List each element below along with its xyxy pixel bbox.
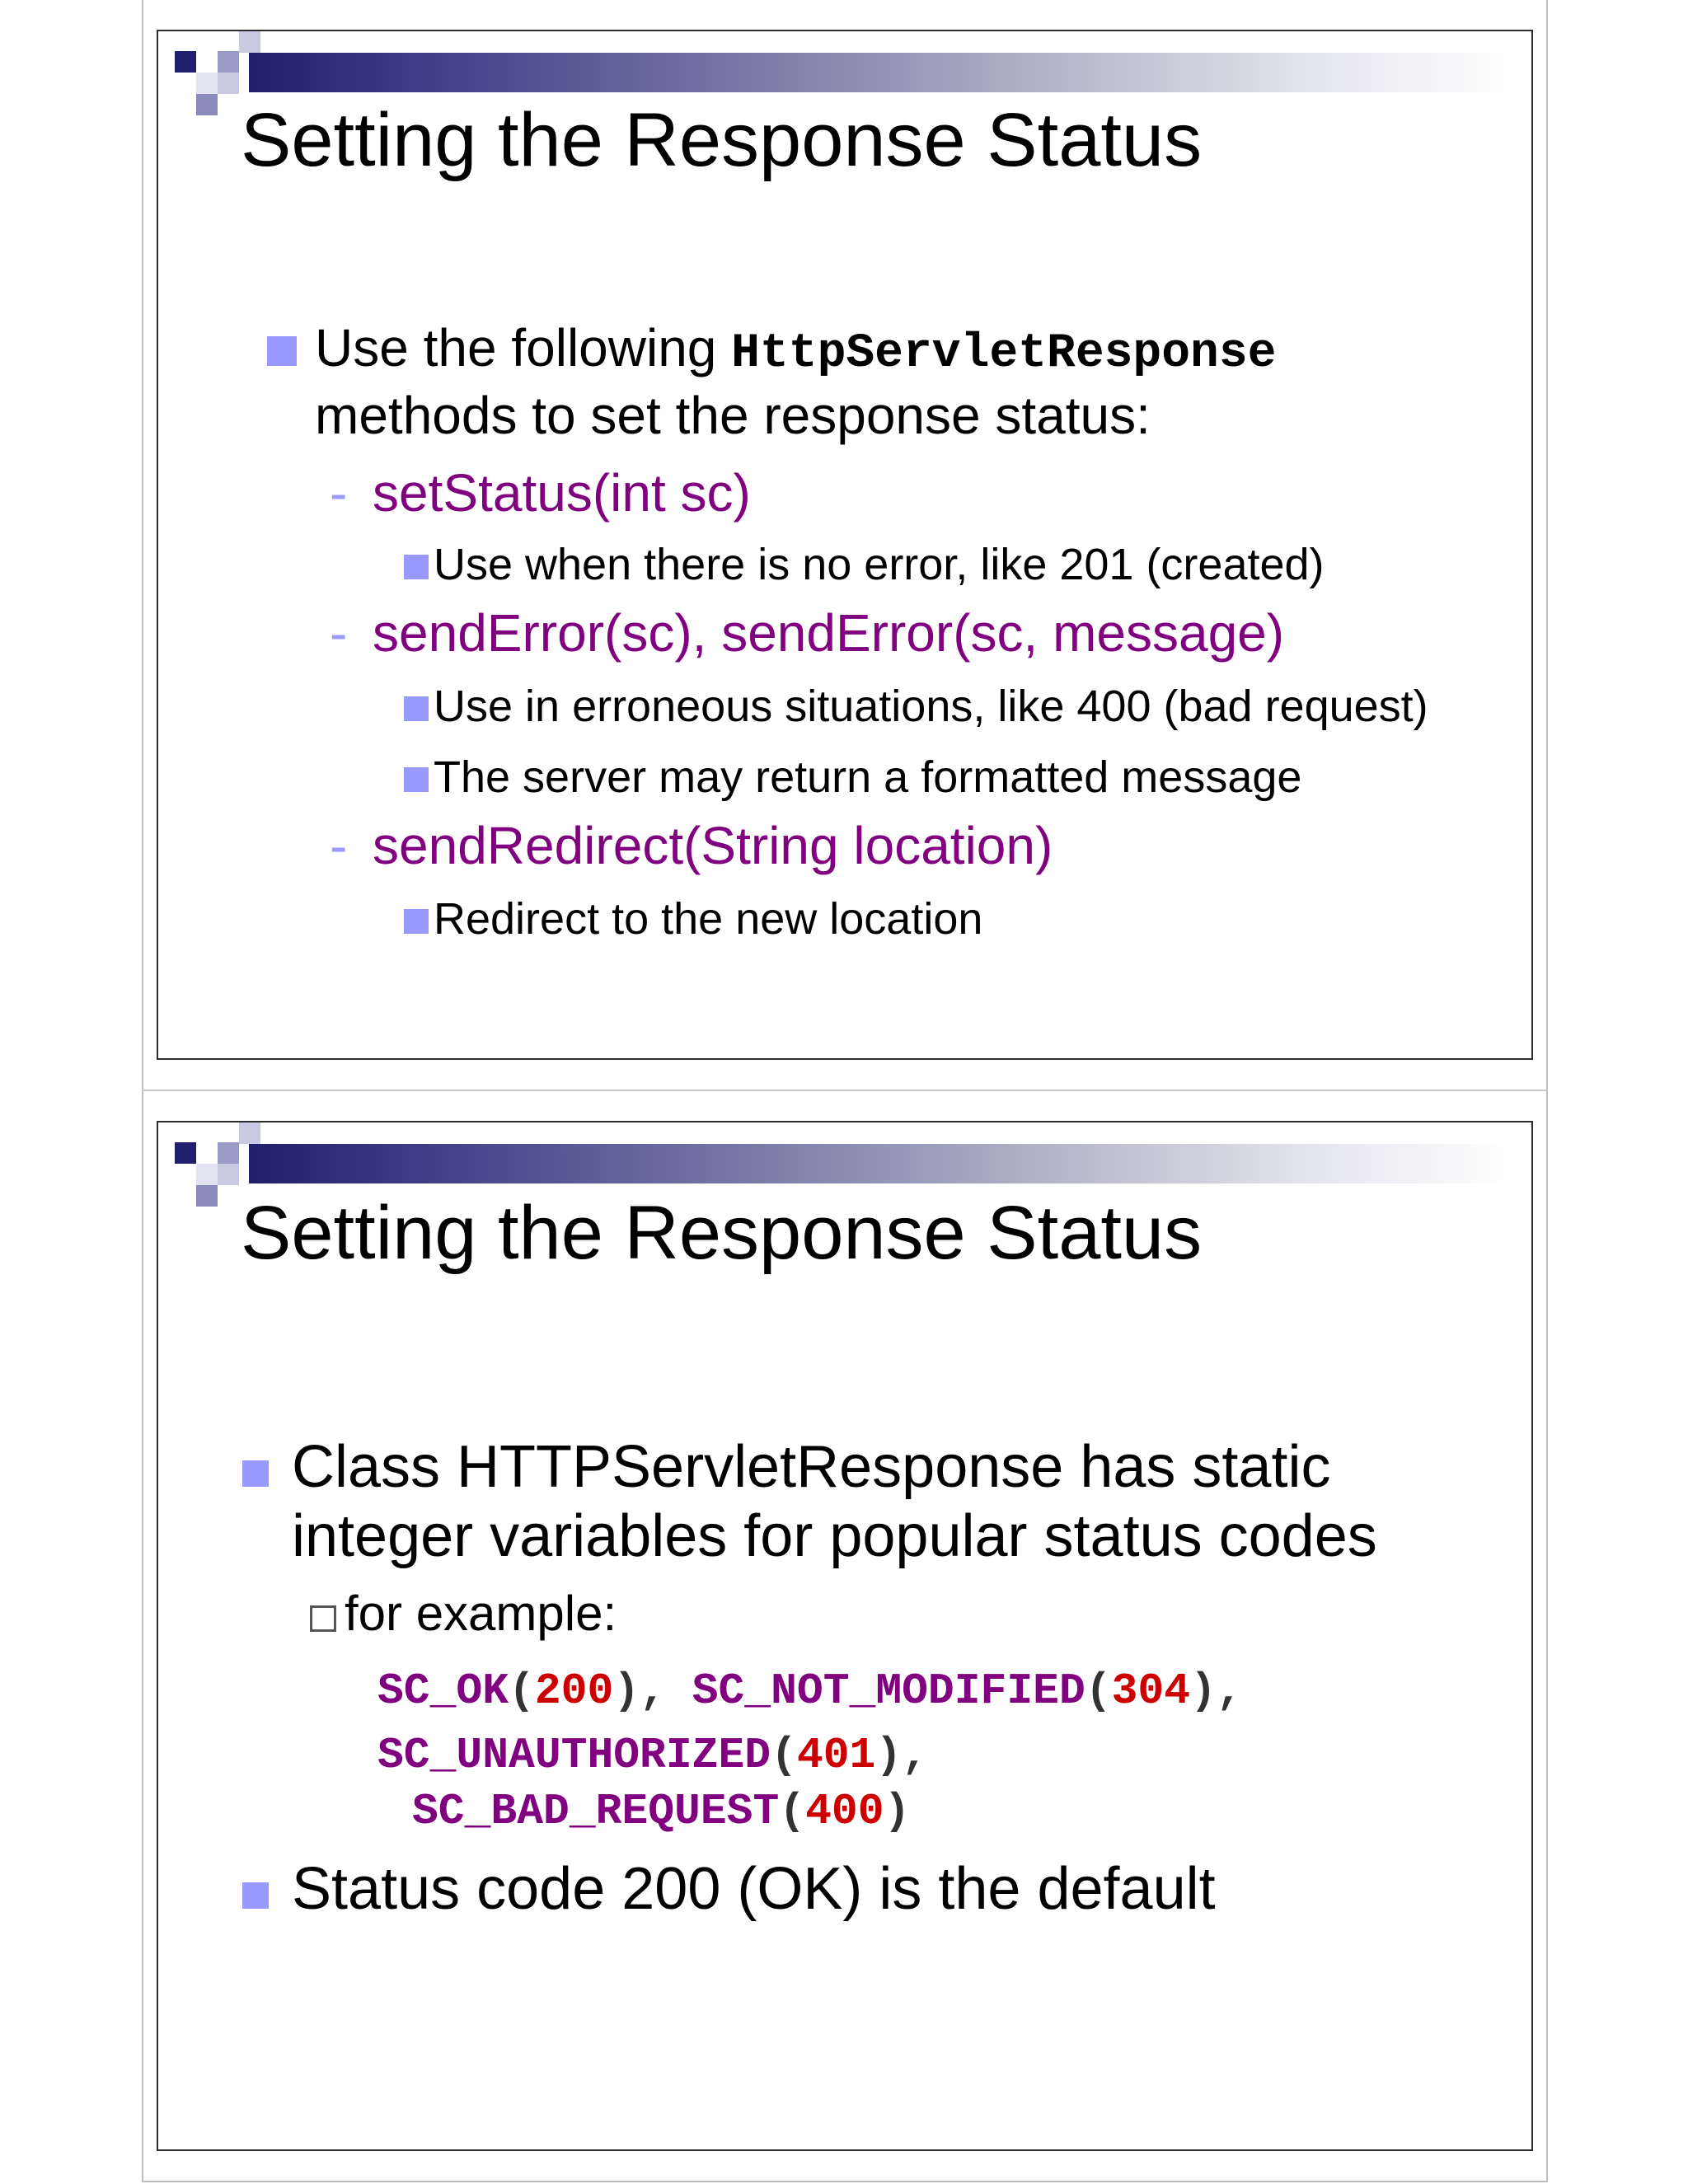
slide-title: Setting the Response Status xyxy=(241,98,1203,182)
square-bullet-icon xyxy=(404,909,429,934)
method-label: sendError(sc), sendError(sc, message) xyxy=(373,603,1285,663)
intro-text: Use the following xyxy=(315,318,732,377)
square-bullet-icon xyxy=(404,555,429,579)
deco-square xyxy=(218,51,239,73)
status-codes-line: SC_UNAUTHORIZED(401), xyxy=(377,1731,928,1780)
status-code-name: SC_NOT_MODIFIED xyxy=(692,1666,1085,1716)
deco-square xyxy=(218,73,239,94)
page-separator xyxy=(142,1090,1548,1091)
deco-square xyxy=(239,1122,260,1144)
deco-square xyxy=(196,73,218,94)
deco-square xyxy=(196,1164,218,1185)
status-code-value: 400 xyxy=(805,1787,884,1836)
square-bullet-icon xyxy=(242,1882,269,1909)
status-code-value: 401 xyxy=(796,1731,876,1780)
bullet-intro-line2: methods to set the response status: xyxy=(315,386,1151,445)
note-text: The server may return a formatted message xyxy=(434,752,1302,802)
dash-bullet-icon: - xyxy=(330,463,348,523)
deco-square xyxy=(175,51,196,73)
bullet-text: Status code 200 (OK) is the default xyxy=(292,1856,1216,1922)
slide-1 xyxy=(157,30,1533,1060)
method-item xyxy=(330,816,1053,875)
method-note xyxy=(404,894,983,944)
title-gradient-bar xyxy=(249,1144,1510,1183)
slide-2 xyxy=(157,1121,1533,2151)
sub-bullet xyxy=(310,1586,617,1641)
status-codes-line: SC_OK(200), SC_NOT_MODIFIED(304), xyxy=(377,1666,1243,1716)
method-label: sendRedirect(String location) xyxy=(373,816,1053,875)
status-code-value: 304 xyxy=(1111,1666,1190,1716)
method-label: setStatus(int sc) xyxy=(373,463,751,523)
status-codes-line: SC_BAD_REQUEST(400) xyxy=(412,1787,911,1836)
deco-square xyxy=(196,51,218,73)
method-note xyxy=(404,542,1325,587)
hollow-square-bullet-icon xyxy=(310,1605,336,1632)
status-code-value: 200 xyxy=(534,1666,614,1716)
deco-square xyxy=(196,1185,218,1207)
deco-square xyxy=(175,1142,196,1164)
deco-square xyxy=(218,1164,239,1185)
note-text: Use when there is no error, like 201 (created) xyxy=(434,540,1325,589)
square-bullet-icon xyxy=(242,1460,269,1487)
deco-square xyxy=(218,1142,239,1164)
intro-code: HttpServletResponse xyxy=(731,327,1277,381)
method-note xyxy=(404,684,1428,729)
title-gradient-bar xyxy=(249,53,1510,92)
status-code-name: SC_BAD_REQUEST xyxy=(412,1787,780,1836)
note-text: Use in erroneous situations, like 400 (bad request) xyxy=(434,682,1428,731)
square-bullet-icon xyxy=(267,336,297,366)
dash-bullet-icon: - xyxy=(330,816,348,875)
bullet-item xyxy=(242,1434,1331,1500)
method-note xyxy=(404,752,1302,802)
sub-bullet-text: for example: xyxy=(345,1586,617,1641)
method-item xyxy=(330,603,1285,663)
bullet-text: Class HTTPServletResponse has static xyxy=(292,1434,1331,1500)
status-code-name: SC_UNAUTHORIZED xyxy=(377,1731,771,1780)
deco-square xyxy=(196,94,218,115)
deco-square xyxy=(196,1142,218,1164)
dash-bullet-icon: - xyxy=(330,603,348,663)
bullet-text-line2: integer variables for popular status codes xyxy=(292,1503,1377,1569)
slide-title: Setting the Response Status xyxy=(241,1191,1203,1275)
square-bullet-icon xyxy=(404,767,429,792)
bullet-item xyxy=(242,1856,1216,1922)
bullet-intro xyxy=(267,318,1277,381)
note-text: Redirect to the new location xyxy=(434,894,983,944)
square-bullet-icon xyxy=(404,696,429,721)
method-item xyxy=(330,463,751,523)
status-code-name: SC_OK xyxy=(377,1666,509,1716)
deco-square xyxy=(239,31,260,53)
